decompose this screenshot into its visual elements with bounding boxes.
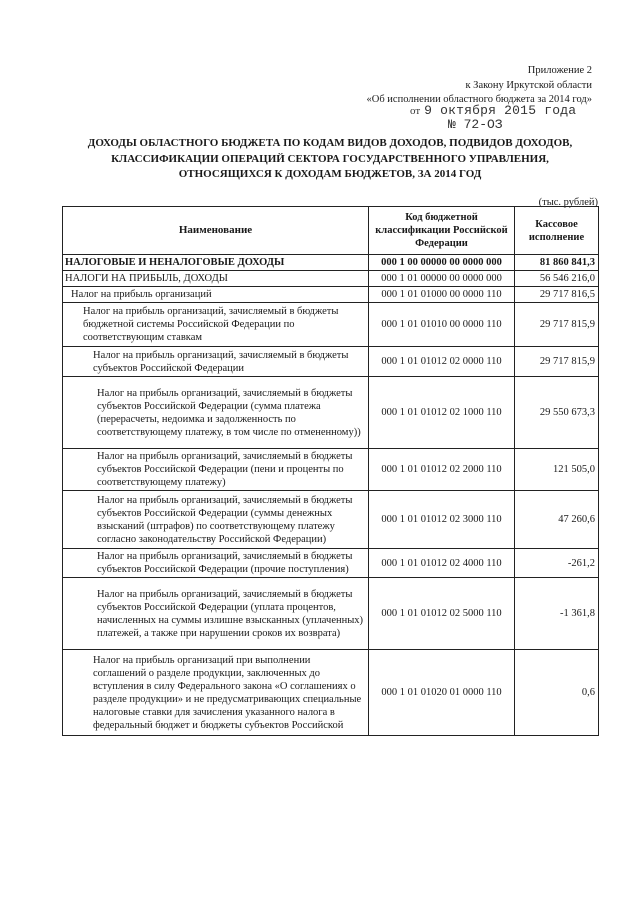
row-code: 000 1 01 01012 02 3000 110 [369, 491, 515, 549]
row-name: Налог на прибыль организаций, зачисляемый в бюджеты субъектов Российской Федерации (пени и проценты по соответствующему платежу) [63, 449, 369, 491]
law-date: 9 октября 2015 года [424, 103, 577, 118]
table-row [63, 347, 599, 377]
appendix-block [340, 64, 592, 108]
row-name: Налог на прибыль организаций, зачисляемый в бюджеты субъектов Российской Федерации (сумма платежа (перерасчеты, недоимка и задолженность по соответствующему платежу, в том числе по отмененному)) [63, 377, 369, 449]
page-title [70, 136, 590, 183]
row-code: 000 1 01 00000 00 0000 000 [369, 271, 515, 287]
table-row [63, 549, 599, 578]
row-name: НАЛОГОВЫЕ И НЕНАЛОГОВЫЕ ДОХОДЫ [63, 255, 369, 271]
table-header-row [63, 207, 599, 255]
row-code: 000 1 00 00000 00 0000 000 [369, 255, 515, 271]
row-amount: 0,6 [515, 650, 599, 736]
title-line-3: ОТНОСЯЩИХСЯ К ДОХОДАМ БЮДЖЕТОВ, ЗА 2014 ГОД [178, 168, 482, 180]
table-row [63, 377, 599, 449]
table-row [63, 255, 599, 271]
row-name: Налог на прибыль организаций, зачисляемый в бюджеты субъектов Российской Федерации [63, 347, 369, 377]
title-line-2: КЛАССИФИКАЦИИ ОПЕРАЦИЙ СЕКТОРА ГОСУДАРСТВЕННОГО УПРАВЛЕНИЯ, [111, 152, 549, 165]
row-name: Налог на прибыль организаций, зачисляемый в бюджеты бюджетной системы Российской Федерации по соответствующим ставкам [63, 303, 369, 347]
row-name: НАЛОГИ НА ПРИБЫЛЬ, ДОХОДЫ [63, 271, 369, 287]
from-label: от [410, 105, 421, 117]
row-amount: 29 717 815,9 [515, 303, 599, 347]
law-date-number [410, 104, 610, 132]
header-amount: Кассовое исполнение [515, 207, 599, 255]
row-amount: 81 860 841,3 [515, 255, 599, 271]
row-code: 000 1 01 01012 02 2000 110 [369, 449, 515, 491]
appendix-line-1: Приложение 2 [527, 65, 592, 76]
header-code: Код бюджетной классификации Российской Федерации [369, 207, 515, 255]
header-name: Наименование [63, 207, 369, 255]
table-row [63, 491, 599, 549]
revenue-table [62, 206, 599, 736]
row-amount: 121 505,0 [515, 449, 599, 491]
table-row [63, 303, 599, 347]
row-amount: 47 260,6 [515, 491, 599, 549]
row-name: Налог на прибыль организаций [63, 287, 369, 303]
row-amount: 56 546 216,0 [515, 271, 599, 287]
table-row [63, 578, 599, 650]
units-label: (тыс. рублей) [538, 197, 598, 208]
row-amount: -1 361,8 [515, 578, 599, 650]
table-row [63, 271, 599, 287]
law-number: № 72-ОЗ [448, 117, 503, 132]
row-code: 000 1 01 01020 01 0000 110 [369, 650, 515, 736]
appendix-line-2: к Закону Иркутской области [465, 79, 592, 91]
row-code: 000 1 01 01012 02 0000 110 [369, 347, 515, 377]
title-line-1: ДОХОДЫ ОБЛАСТНОГО БЮДЖЕТА ПО КОДАМ ВИДОВ ДОХОДОВ, ПОДВИДОВ ДОХОДОВ, [87, 137, 573, 149]
table-row [63, 650, 599, 736]
row-amount: 29 717 816,5 [515, 287, 599, 303]
row-amount: -261,2 [515, 549, 599, 578]
row-name: Налог на прибыль организаций, зачисляемый в бюджеты субъектов Российской Федерации (уплата процентов, начисленных на суммы излишне взысканных (уплаченных) платежей, а также при нарушении сроков их возврата) [63, 578, 369, 650]
row-code: 000 1 01 01010 00 0000 110 [369, 303, 515, 347]
row-amount: 29 550 673,3 [515, 377, 599, 449]
table-row [63, 449, 599, 491]
row-code: 000 1 01 01012 02 1000 110 [369, 377, 515, 449]
row-code: 000 1 01 01012 02 4000 110 [369, 549, 515, 578]
row-name: Налог на прибыль организаций, зачисляемый в бюджеты субъектов Российской Федерации (суммы денежных взысканий (штрафов) по соответствующему платежу согласно законодательству Российской Федерации) [63, 491, 369, 549]
row-amount: 29 717 815,9 [515, 347, 599, 377]
row-name: Налог на прибыль организаций при выполнении соглашений о разделе продукции, заключенных до вступления в силу Федерального закона «О соглашениях о разделе продукции» и не предусматривающих специальные налоговые ставки для зачисления указанного налога в федеральный бюджет и бюджеты субъектов Российской [63, 650, 369, 736]
row-name: Налог на прибыль организаций, зачисляемый в бюджеты субъектов Российской Федерации (прочие поступления) [63, 549, 369, 578]
table-row [63, 287, 599, 303]
row-code: 000 1 01 01000 00 0000 110 [369, 287, 515, 303]
row-code: 000 1 01 01012 02 5000 110 [369, 578, 515, 650]
appendix-line-3: «Об исполнении областного бюджета за 2014 год» [366, 94, 592, 105]
